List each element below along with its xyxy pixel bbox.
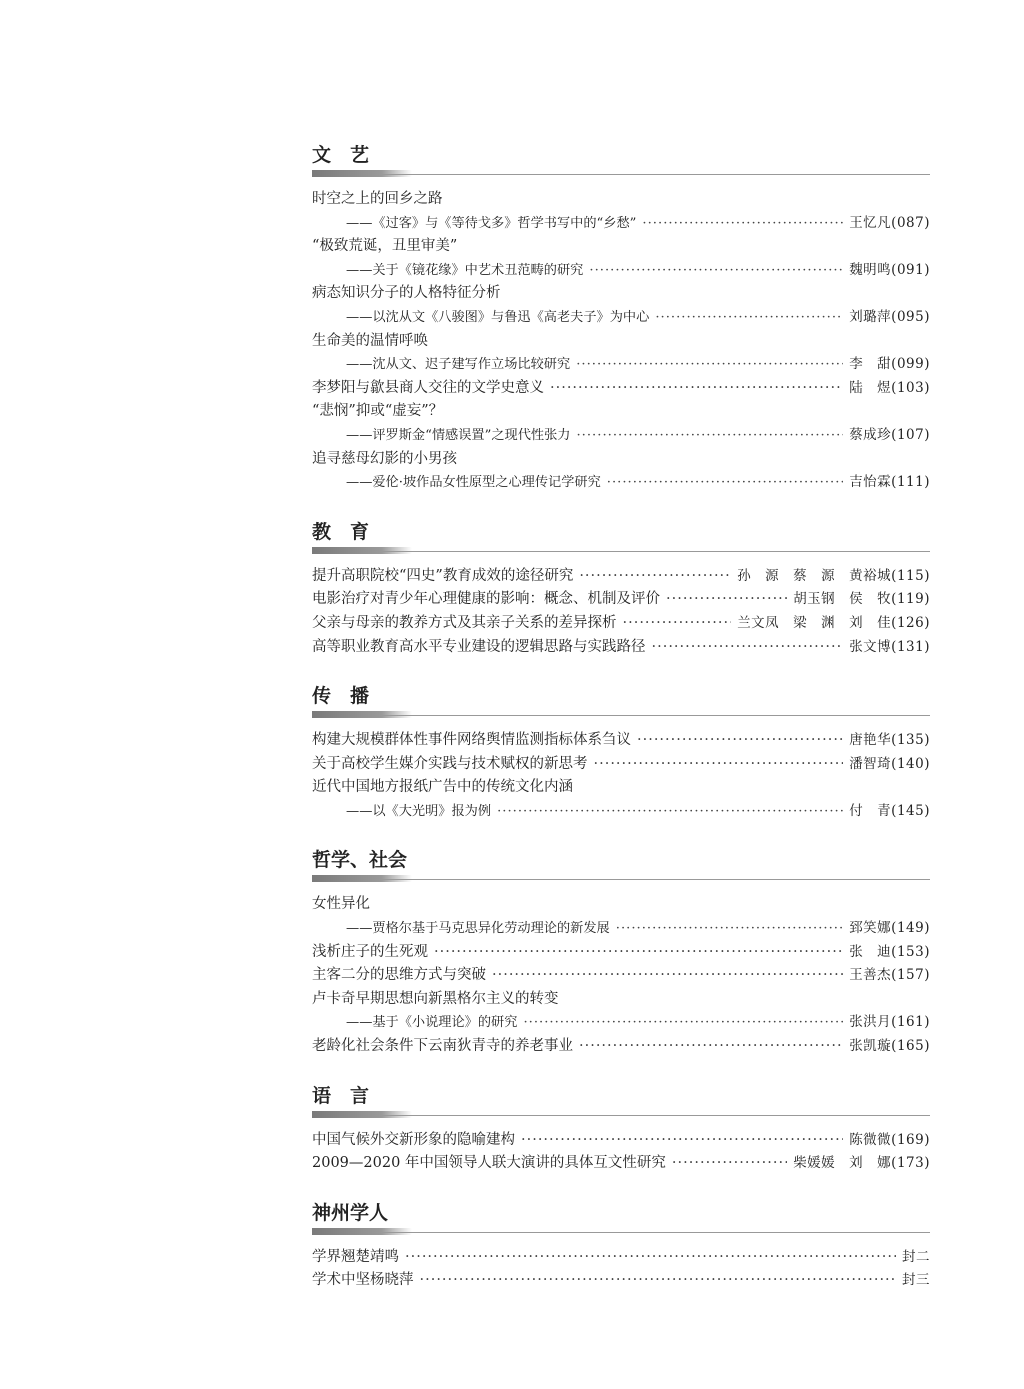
entry-subtitle[interactable]: ——关于《镜花缘》中艺术丑范畴的研究 [346,262,584,278]
section-gap [312,659,930,681]
leader-dots [521,1129,843,1153]
toc-entry[interactable] [312,1246,930,1270]
entry-author-page: 潘智琦(140) [849,755,930,772]
section-gap [312,1059,930,1081]
toc-section [312,517,930,659]
leader-dots [666,588,787,612]
leader-dots [497,800,843,824]
toc-entry-subtitle-line[interactable] [312,800,930,824]
toc-entry[interactable] [312,1129,930,1153]
leader-dots [550,377,843,401]
toc-entry[interactable] [312,988,930,1012]
entry-subtitle[interactable]: ——贾格尔基于马克思异化劳动理论的新发展 [346,921,610,937]
leader-dots [523,1011,843,1035]
leader-dots [607,471,843,495]
leader-dots [594,753,844,777]
toc-entry-subtitle-line[interactable] [312,259,930,283]
entry-title[interactable]: 学界翘楚靖鸣 [312,1248,399,1265]
entry-author-page: 张 迪(153) [849,943,930,960]
section-rule-accent [312,711,412,718]
section-rule-accent [312,875,412,882]
entry-title[interactable]: 电影治疗对青少年心理健康的影响：概念、机制及评价 [312,591,660,608]
section-rule [312,875,930,883]
entry-author-page: 柴媛媛 刘 娜(173) [793,1155,930,1172]
entry-title[interactable]: 高等职业教育高水平专业建设的逻辑思路与实践路径 [312,638,646,655]
entry-title[interactable]: 女性异化 [312,896,370,913]
section-rule-accent [312,1111,412,1118]
entry-author-page: 陈微微(169) [849,1131,930,1148]
toc-entry-subtitle-line[interactable] [312,353,930,377]
entry-author-page: 李 甜(099) [849,356,930,373]
section-rule-accent [312,547,412,554]
toc-entry[interactable] [312,1035,930,1059]
section-gap [312,495,930,517]
leader-dots [492,964,843,988]
toc-entry[interactable] [312,1152,930,1176]
leader-dots [655,306,843,330]
entry-title[interactable]: 时空之上的回乡之路 [312,191,443,207]
entry-title[interactable]: 老龄化社会条件下云南狄青寺的养老事业 [312,1038,573,1055]
toc-entry-subtitle-line[interactable] [312,471,930,495]
entry-title[interactable]: 主客二分的思维方式与突破 [312,967,486,984]
entry-subtitle[interactable]: ——以《大光明》报为例 [346,803,492,819]
toc-entry[interactable] [312,400,930,424]
toc-entry[interactable] [312,964,930,988]
toc-entry[interactable] [312,588,930,612]
toc-entry[interactable] [312,729,930,753]
toc-section [312,845,930,1058]
leader-dots [420,1269,897,1293]
entry-title[interactable]: 卢卡奇早期思想向新黑格尔主义的转变 [312,990,559,1007]
entry-title[interactable]: 学术中坚杨晓萍 [312,1272,414,1289]
leader-dots [637,729,843,753]
entry-title[interactable]: 构建大规模群体性事件网络舆情监测指标体系刍议 [312,732,631,749]
section-title: 教 育 [312,520,370,543]
leader-dots [579,565,731,589]
section-rule-accent [312,170,412,177]
entry-title[interactable]: 李梦阳与歙县商人交往的文学史意义 [312,379,544,396]
section-rule [312,1228,930,1236]
toc-entry[interactable] [312,1269,930,1293]
entry-author-page: 付 青(145) [849,802,930,819]
entry-title[interactable]: 病态知识分子的人格特征分析 [312,285,501,302]
entry-subtitle[interactable]: ——基于《小说理论》的研究 [346,1015,518,1031]
entry-author-page: 蔡成珍(107) [849,426,930,443]
toc-entry-subtitle-line[interactable] [312,212,930,236]
toc-entry-subtitle-line[interactable] [312,424,930,448]
section-rule [312,547,930,555]
entry-author-page: 王善杰(157) [849,967,930,984]
leader-dots [616,917,843,941]
toc-section [312,681,930,823]
entry-author-page: 吉怡霖(111) [849,474,930,491]
leader-dots [672,1152,787,1176]
section-rule-accent [312,1228,412,1235]
entry-title[interactable]: 近代中国地方报纸广告中的传统文化内涵 [312,779,573,796]
toc-entry[interactable] [312,330,930,354]
entry-author-page: 张洪月(161) [849,1014,930,1031]
entry-title[interactable]: 生命美的温情呼唤 [312,332,428,349]
leader-dots [589,259,843,283]
toc-entry[interactable] [312,377,930,401]
entry-author-page: 魏明鸣(091) [849,261,930,278]
leader-dots [405,1246,896,1270]
entry-author-page: 张凯璇(165) [849,1038,930,1055]
entry-title[interactable]: 中国气候外交新形象的隐喻建构 [312,1131,515,1148]
entry-author-page: 兰文凤 梁 渊 刘 佳(126) [737,614,930,631]
entry-title[interactable]: “极致荒诞，丑里审美” [312,238,458,255]
table-of-contents [312,140,930,1293]
entry-author-page: 郅笑娜(149) [849,920,930,937]
leader-dots [652,636,844,660]
entry-author-page: 唐艳华(135) [849,732,930,749]
section-title: 神州学人 [312,1201,389,1224]
toc-section [312,140,930,495]
entry-author-page: 张文博(131) [849,638,930,655]
leader-dots [579,1035,843,1059]
entry-author-page: 封二 [902,1248,930,1265]
toc-entry[interactable] [312,612,930,636]
entry-author-page: 王忆凡(087) [849,214,930,231]
section-title: 语 言 [312,1084,370,1107]
section-gap [312,1176,930,1198]
entry-author-page: 胡玉钢 侯 牧(119) [793,591,930,608]
leader-dots [576,353,843,377]
toc-entry-subtitle-line[interactable] [312,1011,930,1035]
entry-subtitle[interactable]: ——《过客》与《等待戈多》哲学书写中的“乡愁” [346,215,637,231]
section-title: 哲学、社会 [312,849,408,872]
toc-entry[interactable] [312,893,930,917]
toc-section [312,1198,930,1293]
entry-title[interactable]: 父亲与母亲的教养方式及其亲子关系的差异探析 [312,614,617,631]
entry-author-page: 孙 源 蔡 源 黄裕城(115) [737,567,930,584]
entry-subtitle[interactable]: ——以沈从文《八骏图》与鲁迅《高老夫子》为中心 [346,309,650,325]
entry-subtitle[interactable]: ——爱伦·坡作品女性原型之心理传记学研究 [346,475,601,491]
toc-entry-subtitle-line[interactable] [312,917,930,941]
toc-entry-subtitle-line[interactable] [312,306,930,330]
leader-dots [576,424,843,448]
toc-entry[interactable] [312,776,930,800]
toc-section [312,1081,930,1176]
toc-entry[interactable] [312,565,930,589]
entry-subtitle[interactable]: ——评罗斯金“情感误置”之现代性张力 [346,427,571,443]
section-rule [312,1111,930,1119]
toc-entry[interactable] [312,753,930,777]
entry-author-page: 陆 煜(103) [849,379,930,396]
leader-dots [434,941,843,965]
toc-entry[interactable] [312,188,930,212]
entry-author-page: 封三 [902,1272,930,1289]
entry-title[interactable]: “悲悯”抑或“虚妄”？ [312,403,444,420]
entry-title[interactable]: 关于高校学生媒介实践与技术赋权的新思考 [312,755,588,772]
entry-title[interactable]: 2009—2020 年中国领导人联大演讲的具体互文性研究 [312,1155,666,1172]
section-gap [312,823,930,845]
entry-title[interactable]: 浅析庄子的生死观 [312,943,428,960]
toc-entry[interactable] [312,636,930,660]
section-rule [312,711,930,719]
entry-title[interactable]: 提升高职院校“四史”教育成效的途径研究 [312,567,574,584]
entry-subtitle[interactable]: ——沈从文、迟子建写作立场比较研究 [346,357,571,373]
entry-title[interactable]: 追寻慈母幻影的小男孩 [312,450,457,467]
section-title: 传 播 [312,685,370,708]
toc-entry[interactable] [312,448,930,472]
leader-dots [623,612,732,636]
section-rule [312,170,930,178]
toc-entry[interactable] [312,235,930,259]
leader-dots [642,212,843,236]
section-title: 文 艺 [312,144,370,166]
toc-entry[interactable] [312,282,930,306]
toc-entry[interactable] [312,941,930,965]
entry-author-page: 刘璐萍(095) [849,308,930,325]
